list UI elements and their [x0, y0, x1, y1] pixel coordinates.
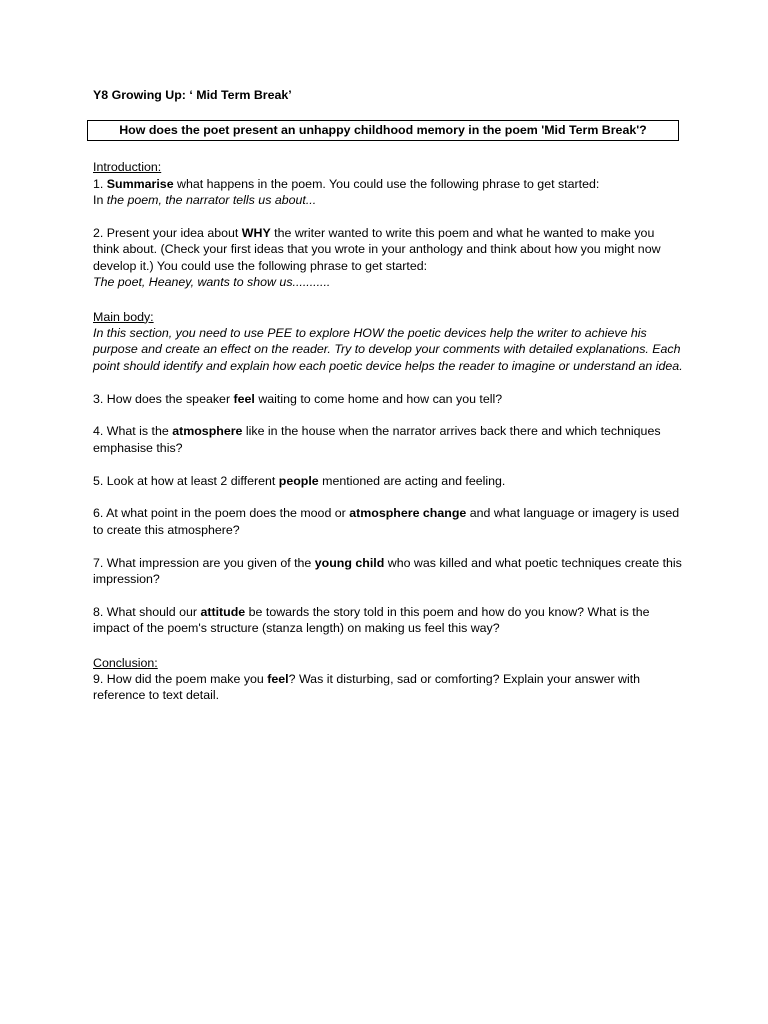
question-text: ? Was it disturbing, sad or comforting? Explain your answer with reference to text detail. [93, 672, 641, 703]
instructions-text: In this section, you need to use PEE to explore HOW the poetic devices help the writer to achieve his purpose and create an effect on the reader. Try to develop your comments with detailed explanations. Each point should identify and explain how each poetic device helps the reader to imagine or understand an idea. [93, 326, 683, 373]
item-text: the writer wanted to write this poem and what he wanted to make you think about. (Check your first ideas that you wrote in your anthology and think about how you might now develop it.) You could use the following phrase to get started: [93, 226, 661, 273]
question-text: 9. How did the poem make you [93, 672, 268, 687]
main-body-instructions [93, 325, 683, 374]
question-7 [93, 555, 683, 588]
item-text: what happens in the poem. You could use the following phrase to get started: [173, 176, 600, 191]
spacer [93, 456, 683, 472]
introduction-section [93, 159, 683, 290]
question-text: like in the house when the narrator arrives back there and which techniques emphasise this? [93, 424, 661, 455]
question-text: and what language or imagery is used to create this atmosphere? [93, 506, 680, 537]
question-text: be towards the story told in this poem and how do you know? What is the impact of the poem's structure (stanza length) on making us feel this way? [93, 604, 650, 636]
spacer [93, 407, 683, 423]
document-title: Y8 Growing Up: ‘ Mid Term Break’ [93, 88, 292, 102]
question-4 [93, 423, 683, 456]
spacer [93, 374, 683, 390]
essay-question-box: How does the poet present an unhappy childhood memory in the poem 'Mid Term Break'? [87, 120, 679, 141]
main-body-section [93, 309, 683, 637]
keyword: feel [233, 391, 255, 406]
conclusion-heading: Conclusion: [93, 655, 158, 670]
item-number: 1. [93, 176, 107, 191]
intro-item-2-prompt [93, 274, 683, 290]
question-6 [93, 505, 683, 538]
question-text: who was killed and what poetic techniques create this impression? [93, 555, 682, 587]
intro-item-1 [93, 176, 683, 192]
keyword: feel [267, 672, 289, 687]
prompt-phrase: the poem, the narrator tells us about... [106, 193, 317, 208]
keyword: atmosphere change [349, 506, 467, 521]
introduction-heading: Introduction: [93, 160, 162, 175]
keyword: WHY [241, 226, 271, 241]
question-text: 6. At what point in the poem does the mood or [93, 506, 350, 521]
conclusion-section [93, 655, 683, 704]
keyword: attitude [200, 604, 246, 619]
prompt-phrase: The poet, Heaney, wants to show us........... [93, 275, 331, 290]
main-body-heading: Main body: [93, 309, 154, 324]
intro-item-1-prompt [93, 192, 683, 208]
question-8 [93, 604, 683, 637]
question-3 [93, 391, 683, 407]
question-text: mentioned are acting and feeling. [318, 473, 506, 488]
question-text: 8. What should our [93, 604, 201, 619]
keyword: people [278, 473, 319, 488]
spacer [93, 209, 683, 225]
spacer [93, 489, 683, 505]
question-text: 7. What impression are you given of the [93, 555, 315, 570]
question-text: 5. Look at how at least 2 different [93, 473, 279, 488]
intro-item-2 [93, 225, 683, 274]
item-text: 2. Present your idea about [93, 226, 242, 241]
keyword: young child [314, 555, 385, 570]
spacer [93, 538, 683, 554]
question-text: 4. What is the [93, 424, 173, 439]
spacer [93, 587, 683, 603]
worksheet-page [93, 87, 683, 704]
prompt-start: In [93, 193, 107, 208]
question-text: 3. How does the speaker [93, 391, 234, 406]
question-text: waiting to come home and how can you tell? [254, 391, 503, 406]
keyword: atmosphere [172, 424, 243, 439]
question-5 [93, 473, 683, 489]
keyword: Summarise [106, 176, 174, 191]
question-9 [93, 671, 683, 704]
